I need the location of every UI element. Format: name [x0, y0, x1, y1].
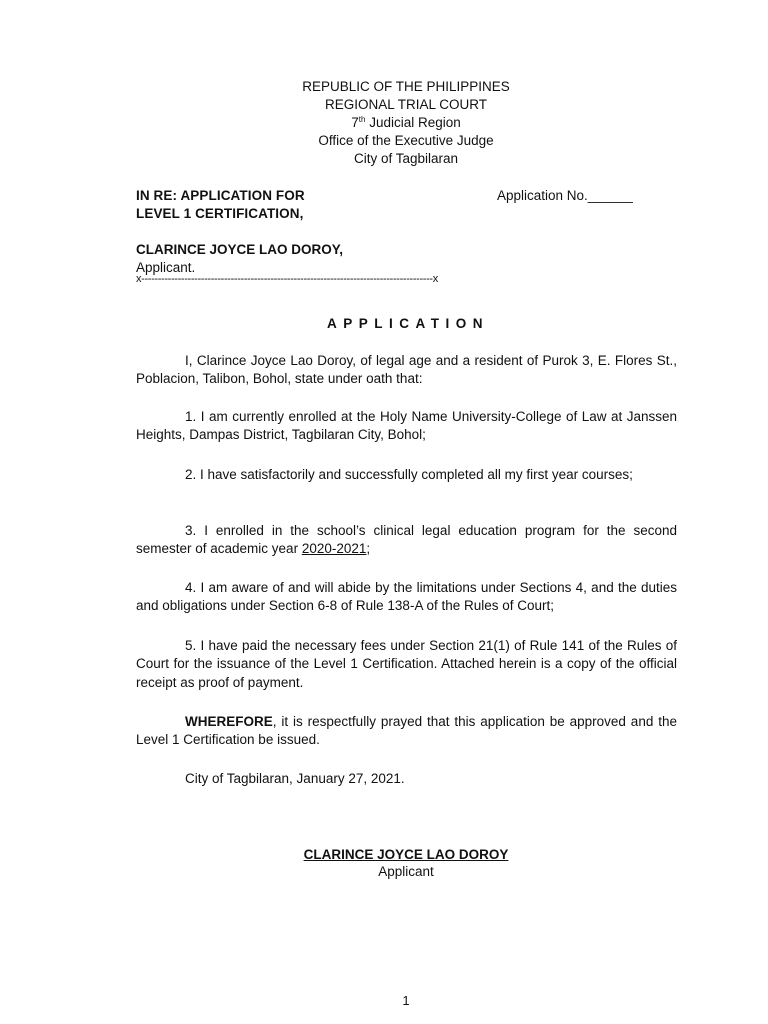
caption-separator: x----------------------------------------------------------------------------------------x	[136, 273, 438, 285]
signature-block	[0, 846, 768, 880]
signatory-role: Applicant	[378, 864, 434, 879]
header-region: 7th Judicial Region	[351, 115, 461, 130]
header-republic: REPUBLIC OF THE PHILIPPINES	[302, 79, 510, 94]
item-4-paragraph: 4. I am aware of and will abide by the limitations under Sections 4, and the duties and obligations under Section 6-8 of Rule 138-A of the Rules of Court;	[136, 580, 677, 614]
item-5-paragraph: 5. I have paid the necessary fees under Section 21(1) of Rule 141 of the Rules of Court for the issuance of the Level 1 Certification. Attached herein is a copy of the official receipt as proof of payment.	[136, 638, 677, 690]
intro-paragraph: I, Clarince Joyce Lao Doroy, of legal age and a resident of Purok 3, E. Flores St., Poblacion, Talibon, Bohol, state under oath that:	[136, 353, 677, 387]
item-3-paragraph: 3. I enrolled in the school’s clinical legal education program for the second semester of academic year 2020-2021;	[136, 523, 677, 557]
wherefore-paragraph: WHEREFORE, it is respectfully prayed that this application be approved and the Level 1 Certification be issued.	[136, 714, 677, 748]
caption-line-2: LEVEL 1 CERTIFICATION,	[136, 206, 304, 221]
academic-year: 2020-2021	[301, 541, 367, 557]
wherefore-keyword: WHEREFORE	[185, 714, 273, 729]
header-court: REGIONAL TRIAL COURT	[324, 97, 488, 112]
applicant-label: Applicant.	[136, 260, 196, 275]
document-title: APPLICATION	[327, 316, 489, 331]
item-2-paragraph: 2. I have satisfactorily and successfully completed all my first year courses;	[185, 467, 633, 482]
application-number: Application No.______	[497, 188, 633, 203]
page-number: 1	[402, 993, 410, 1008]
place-date: City of Tagbilaran, January 27, 2021.	[185, 771, 405, 786]
court-header	[0, 78, 768, 168]
item-1-paragraph: 1. I am currently enrolled at the Holy Name University-College of Law at Janssen Heights, Dampas District, Tagbilaran City, Bohol;	[136, 409, 677, 443]
signatory-name: CLARINCE JOYCE LAO DOROY	[303, 847, 509, 862]
header-office: Office of the Executive Judge	[318, 133, 494, 148]
applicant-name: CLARINCE JOYCE LAO DOROY,	[136, 242, 344, 257]
header-city: City of Tagbilaran	[353, 151, 459, 166]
caption-line-1: IN RE: APPLICATION FOR	[136, 188, 305, 203]
case-caption	[136, 187, 305, 223]
